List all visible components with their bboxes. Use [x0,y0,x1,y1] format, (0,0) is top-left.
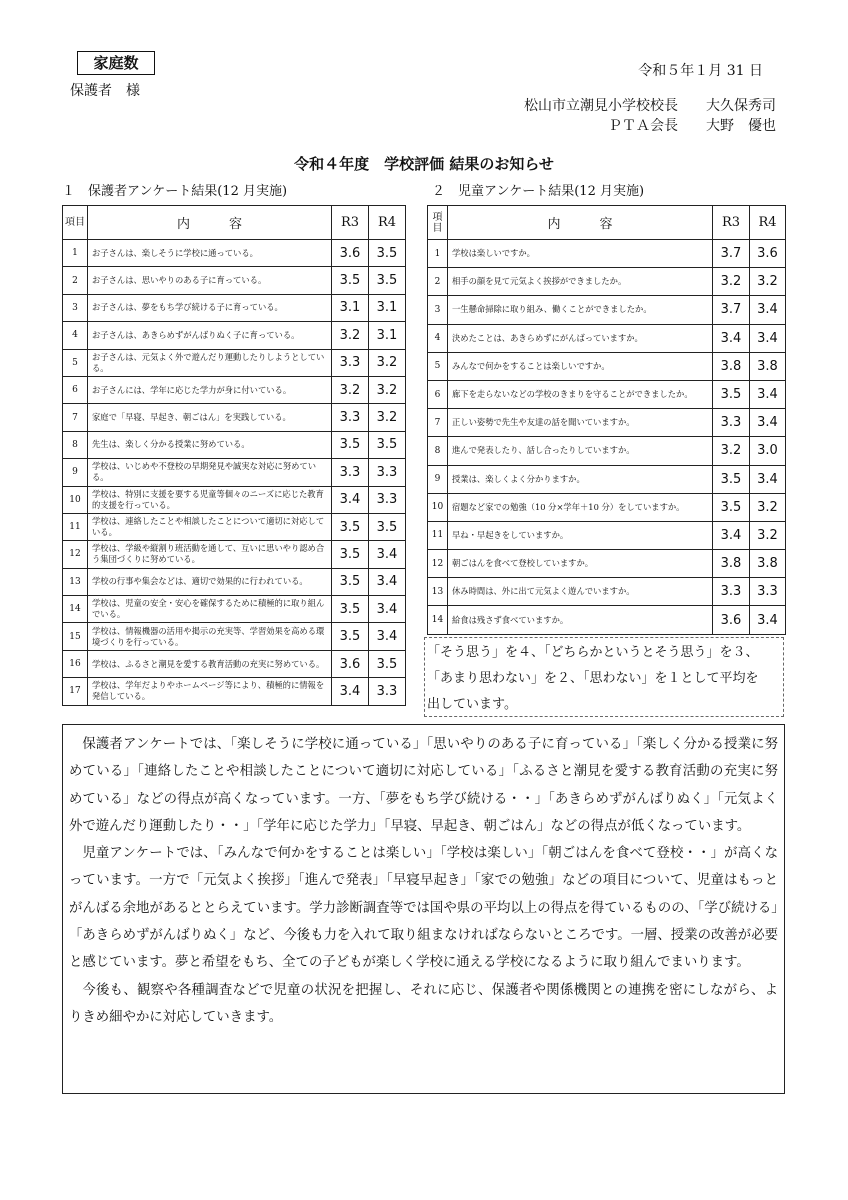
row-r3-value: 3.3 [713,409,750,437]
row-content: 授業は、楽しくよく分かりますか。 [448,465,713,493]
table-row [63,513,406,540]
row-r4-value: 3.5 [369,431,406,458]
row-content: 廊下を走らないなどの学校のきまりを守ることができましたか。 [448,380,713,408]
col-header-no: 項目 [428,206,448,240]
row-content: 学校は、学級や縦割り班活動を通して、互いに思いやり認め合う集団づくりに努めている。 [88,541,332,568]
addressee: 保護者 様 [70,83,140,99]
table-row [428,324,786,352]
row-r3-value: 3.8 [713,550,750,578]
row-r4-value: 3.4 [369,623,406,650]
sender-principal: 松山市立潮見小学校校長 大久保秀司 [524,98,776,114]
table-row [63,376,406,403]
row-content: 学校は、いじめや不登校の早期発見や誠実な対応に努めている。 [88,459,332,486]
row-number: 7 [428,409,448,437]
row-number: 2 [428,268,448,296]
row-r3-value: 3.1 [332,294,369,321]
row-r3-value: 3.6 [332,650,369,677]
parent-survey-heading: １ 保護者アンケート結果(12 月実施) [62,184,288,199]
row-r4-value: 3.4 [369,541,406,568]
row-content: お子さんは、あきらめずがんばりぬく子に育っている。 [88,322,332,349]
row-number: 5 [63,349,88,376]
row-content: 休み時間は、外に出て元気よく遊んでいますか。 [448,578,713,606]
row-content: 正しい姿勢で先生や友達の話を聞いていますか。 [448,409,713,437]
row-number: 10 [428,493,448,521]
row-content: 一生懸命掃除に取り組み、働くことができましたか。 [448,296,713,324]
row-content: 進んで発表したり、話し合ったりしていますか。 [448,437,713,465]
col-header-r4: R4 [369,206,406,240]
row-r3-value: 3.5 [332,267,369,294]
row-r3-value: 3.8 [713,352,750,380]
row-r3-value: 3.7 [713,240,750,268]
sender-pta: ＰＴＡ会長 大野 優也 [608,118,776,134]
row-number: 15 [63,623,88,650]
row-content: 朝ごはんを食べて登校していますか。 [448,550,713,578]
table-row [63,623,406,650]
row-r3-value: 3.6 [713,606,750,634]
child-survey-heading: ２ 児童アンケート結果(12 月実施) [432,184,645,199]
row-r3-value: 3.3 [332,459,369,486]
row-content: お子さんは、楽しそうに学校に通っている。 [88,240,332,267]
row-content: お子さんは、思いやりのある子に育っている。 [88,267,332,294]
table-row [428,606,786,634]
row-content: 学校は、特別に支援を要する児童等個々のニーズに応じた教育的支援を行っている。 [88,486,332,513]
table-row [63,486,406,513]
row-r4-value: 3.4 [750,465,786,493]
row-number: 11 [63,513,88,540]
row-number: 1 [63,240,88,267]
table-row [63,240,406,267]
row-number: 12 [428,550,448,578]
summary-box [62,724,785,1094]
row-content: 決めたことは、あきらめずにがんばっていますか。 [448,324,713,352]
table-row [63,294,406,321]
row-r4-value: 3.6 [750,240,786,268]
row-r3-value: 3.3 [332,349,369,376]
row-number: 8 [63,431,88,458]
table-row [428,380,786,408]
row-number: 4 [63,322,88,349]
row-number: 16 [63,650,88,677]
row-content: お子さんは、元気よく外で遊んだり運動したりしようとしている。 [88,349,332,376]
row-content: 学校は、情報機器の活用や掲示の充実等、学習効果を高める環境づくりを行っている。 [88,623,332,650]
table-row [428,493,786,521]
row-r3-value: 3.5 [713,380,750,408]
row-r4-value: 3.4 [750,606,786,634]
row-content: お子さんは、夢をもち学び続ける子に育っている。 [88,294,332,321]
row-r4-value: 3.2 [750,493,786,521]
row-r4-value: 3.3 [369,486,406,513]
row-r4-value: 3.4 [750,409,786,437]
row-r3-value: 3.5 [332,623,369,650]
row-r4-value: 3.3 [750,578,786,606]
row-number: 14 [63,596,88,623]
row-r4-value: 3.4 [750,296,786,324]
table-row [428,521,786,549]
row-content: 学校は楽しいですか。 [448,240,713,268]
table-row [428,352,786,380]
table-row [63,596,406,623]
row-r3-value: 3.4 [332,486,369,513]
table-row [63,431,406,458]
row-r4-value: 3.3 [369,678,406,705]
row-r3-value: 3.2 [332,376,369,403]
table-row [428,296,786,324]
summary-paragraph-future: 今後も、観察や各種調査などで児童の状況を把握し、それに応じ、保護者や関係機関との連携を密にしながら、よりきめ細やかに対応していきます。 [69,982,778,1025]
row-number: 9 [63,459,88,486]
row-content: 学校は、児童の安全・安心を確保するために積極的に取り組んでいる。 [88,596,332,623]
row-content: 相手の顔を見て元気よく挨拶ができましたか。 [448,268,713,296]
table-row [63,678,406,705]
note-line: 出しています。 [427,697,517,712]
row-number: 4 [428,324,448,352]
row-number: 6 [63,376,88,403]
table-row [428,578,786,606]
summary-paragraph-parents: 保護者アンケートでは、「楽しそうに学校に通っている」「思いやりのある子に育っている」「楽しく分かる授業に努めている」「連絡したことや相談したことについて適切に対応している」「ふるさと潮見を愛する教育活動の充実に努めている」などの得点が高くなっています。一方、「夢をもち学び続ける・・」「あきらめずがんばりぬく」「元気よく外で遊んだり運動したり・・」「学年に応じた学力」「早寝、早起き、朝ごはん」などの得点が低くなっています。 [69,737,778,834]
row-r3-value: 3.5 [332,513,369,540]
col-header-content: 内 容 [448,206,713,240]
row-r4-value: 3.2 [750,268,786,296]
row-content: みんなで何かをすることは楽しいですか。 [448,352,713,380]
row-r3-value: 3.6 [332,240,369,267]
table-row [63,568,406,595]
row-r3-value: 3.5 [332,541,369,568]
table-row [63,541,406,568]
row-content: お子さんには、学年に応じた学力が身に付いている。 [88,376,332,403]
row-r4-value: 3.4 [750,380,786,408]
row-content: 学校の行事や集会などは、適切で効果的に行われている。 [88,568,332,595]
table-row [428,437,786,465]
row-r4-value: 3.8 [750,352,786,380]
table-row [63,267,406,294]
row-number: 11 [428,521,448,549]
col-header-content: 内 容 [88,206,332,240]
row-r4-value: 3.4 [369,568,406,595]
note-line: 「あまり思わない」を２、「思わない」を１として平均を [427,671,759,686]
row-r3-value: 3.5 [713,493,750,521]
table-row [428,409,786,437]
row-content: 早ね・早起きをしていますか。 [448,521,713,549]
row-r3-value: 3.5 [332,431,369,458]
row-number: 8 [428,437,448,465]
table-row [63,322,406,349]
child-survey-table [427,205,786,635]
table-row [428,268,786,296]
row-r3-value: 3.3 [332,404,369,431]
col-header-r3: R3 [713,206,750,240]
row-r3-value: 3.2 [332,322,369,349]
row-number: 17 [63,678,88,705]
row-number: 6 [428,380,448,408]
row-number: 5 [428,352,448,380]
row-number: 3 [63,294,88,321]
row-r4-value: 3.2 [750,521,786,549]
row-number: 12 [63,541,88,568]
row-r3-value: 3.5 [332,568,369,595]
row-number: 2 [63,267,88,294]
row-r4-value: 3.5 [369,240,406,267]
note-line: 「そう思う」を４、「どちらかというとそう思う」を３、 [427,645,759,660]
row-r4-value: 3.0 [750,437,786,465]
page-title: 令和４年度 学校評価 結果のお知らせ [294,155,554,173]
table-row [428,465,786,493]
row-number: 14 [428,606,448,634]
table-row [428,550,786,578]
row-content: 先生は、楽しく分かる授業に努めている。 [88,431,332,458]
row-content: 宿題など家での勉強（10 分×学年＋10 分）をしていますか。 [448,493,713,521]
row-number: 10 [63,486,88,513]
row-r4-value: 3.2 [369,349,406,376]
row-content: 給食は残さず食べていますか。 [448,606,713,634]
scoring-note [424,637,784,717]
document-date: 令和５年１月 31 日 [638,63,763,79]
row-content: 学校は、学年だよりやホームページ等により、積極的に情報を発信している。 [88,678,332,705]
table-row [63,349,406,376]
table-row [63,404,406,431]
row-r4-value: 3.3 [369,459,406,486]
row-r4-value: 3.1 [369,322,406,349]
table-row [63,650,406,677]
row-number: 13 [428,578,448,606]
col-header-r3: R3 [332,206,369,240]
row-r3-value: 3.2 [713,268,750,296]
row-content: 学校は、ふるさと潮見を愛する教育活動の充実に努めている。 [88,650,332,677]
row-r3-value: 3.4 [713,324,750,352]
row-r4-value: 3.2 [369,376,406,403]
row-r4-value: 3.1 [369,294,406,321]
row-number: 1 [428,240,448,268]
row-number: 9 [428,465,448,493]
row-r4-value: 3.5 [369,267,406,294]
row-r3-value: 3.3 [713,578,750,606]
row-r3-value: 3.5 [332,596,369,623]
table-row [63,459,406,486]
row-r4-value: 3.4 [369,596,406,623]
row-r4-value: 3.5 [369,650,406,677]
parent-survey-table [62,205,406,706]
document-tag: 家庭数 [77,51,155,75]
table-row [428,240,786,268]
row-r4-value: 3.8 [750,550,786,578]
row-content: 家庭で「早寝、早起き、朝ごはん」を実践している。 [88,404,332,431]
row-r4-value: 3.5 [369,513,406,540]
row-content: 学校は、連絡したことや相談したことについて適切に対応している。 [88,513,332,540]
row-number: 13 [63,568,88,595]
row-r4-value: 3.2 [369,404,406,431]
row-r3-value: 3.2 [713,437,750,465]
row-r3-value: 3.4 [713,521,750,549]
row-r3-value: 3.5 [713,465,750,493]
col-header-no: 項目 [63,206,88,240]
row-r3-value: 3.7 [713,296,750,324]
row-number: 7 [63,404,88,431]
col-header-r4: R4 [750,206,786,240]
row-r3-value: 3.4 [332,678,369,705]
row-r4-value: 3.4 [750,324,786,352]
row-number: 3 [428,296,448,324]
summary-paragraph-children: 児童アンケートでは、「みんなで何かをすることは楽しい」「学校は楽しい」「朝ごはんを食べて登校・・」が高くなっています。一方で「元気よく挨拶」「進んで発表」「早寝早起き」「家での勉強」などの項目について、児童はもっとがんばる余地があるととらえています。学力診断調査等では国や県の平均以上の得点を得ているものの、「学び続ける」「あきらめずがんばりぬく」など、今後も力を入れて取り組まなければならないところです。一層、授業の改善が必要と感じています。夢と希望をもち、全ての子どもが楽しく学校に通える学校になるように取り組んでまいります。 [69,846,778,971]
